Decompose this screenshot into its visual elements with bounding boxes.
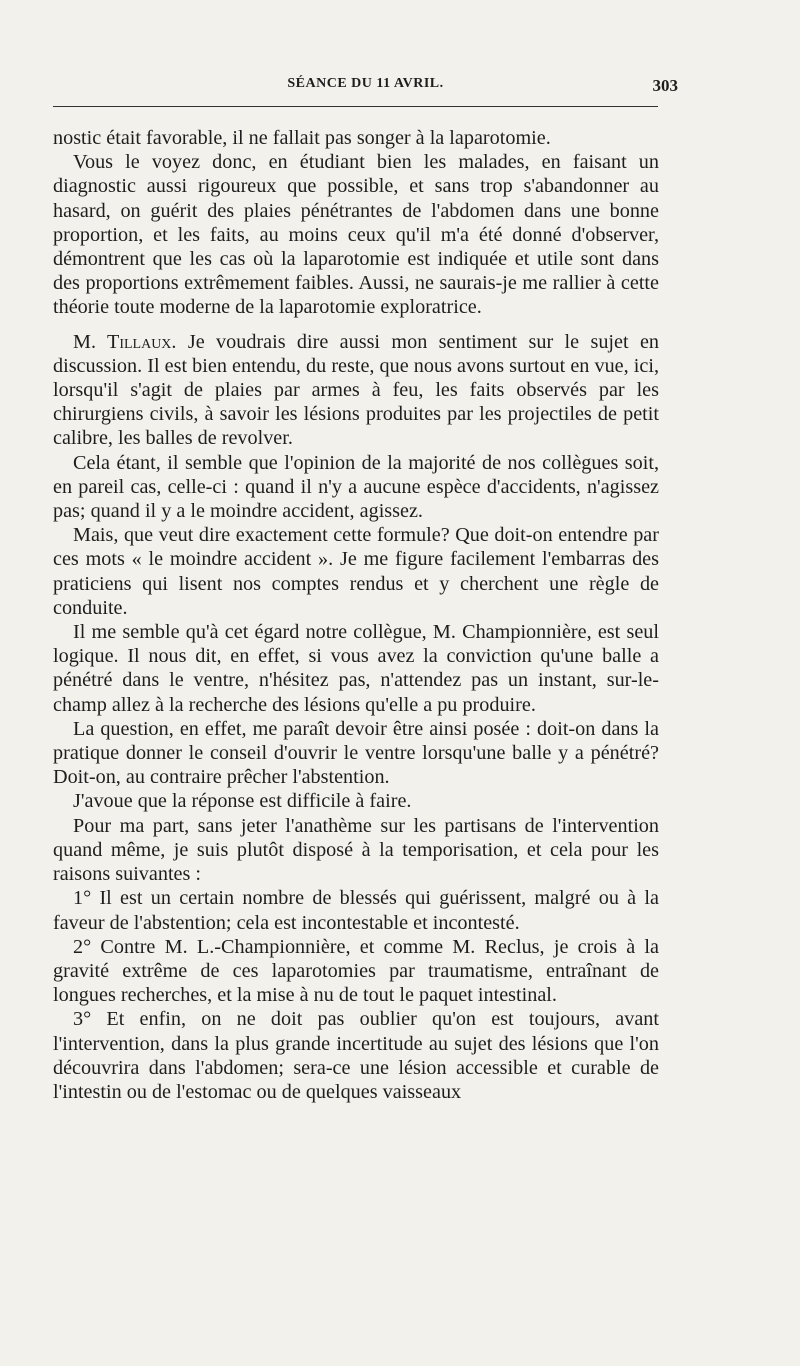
paragraph: Il me semble qu'à cet égard notre collègue, M. Championnière, est seul logique. Il nous dit, en effet, si vous avez la conviction qu'une balle a pénétré dans le ventre, n'hésitez pas, n'attendez pas un instant, sur-le-champ allez à la recherche des lésions qu'elle a pu produire.: [53, 621, 659, 716]
list-item-1: 1° Il est un certain nombre de blessés qui guérissent, malgré ou à la faveur de l'abstention; cela est incontestable et incontesté.: [53, 887, 659, 934]
paragraph: Cela étant, il semble que l'opinion de la majorité de nos collègues soit, en pareil cas, celle-ci : quand il n'y a aucune espèce d'accidents, n'agissez pas; quand il y a le moindre accident, agissez.: [53, 451, 659, 523]
list-item-2: 2° Contre M. L.-Championnière, et comme M. Reclus, je crois à la gravité extrême de ces laparotomies par traumatisme, entraînant de longues recherches, et la mise à nu de tout le paquet intestinal.: [53, 935, 659, 1007]
paragraph: Pour ma part, sans jeter l'anathème sur les partisans de l'intervention quand même, je suis plutôt disposé à la temporisation, et cela pour les raisons suivantes :: [53, 814, 659, 886]
paragraph: J'avoue que la réponse est difficile à faire.: [73, 790, 412, 813]
paragraph-continuation: nostic était favorable, il ne fallait pas songer à la laparotomie.: [53, 127, 551, 149]
body-text: [53, 126, 659, 1104]
running-title: SÉANCE DU 11 AVRIL.: [287, 76, 444, 91]
speaker-text: Je voudrais dire aussi mon sentiment sur le sujet en discussion. Il est bien entendu, du reste, que nous avons surtout en vue, ici, lorsqu'il s'agit de plaies par armes à feu, les faits observés par les chirurgiens civils, à savoir les lésions produites par les projectiles de petit calibre, les balles de revolver.: [53, 330, 660, 450]
paragraph: Mais, que veut dire exactement cette formule? Que doit-on entendre par ces mots « le moindre accident ». Je me figure facilement l'embarras des praticiens qui lisent nos comptes rendus et y cherchent une règle de conduite.: [53, 524, 659, 619]
header-rule: [53, 106, 658, 107]
list-item-3: 3° Et enfin, on ne doit pas oublier qu'on est toujours, avant l'intervention, dans la plus grande incertitude au sujet des lésions que l'on découvrira dans l'abdomen; sera-ce une lésion accessible et curable de l'intestin ou de l'estomac ou de quelques vaisseaux: [53, 1008, 659, 1103]
page-header: [53, 76, 678, 100]
paragraph: La question, en effet, me paraît devoir être ainsi posée : doit-on dans la pratique donner le conseil d'ouvrir le ventre lorsqu'une balle y a pénétré? Doit-on, au contraire prêcher l'abstention.: [53, 717, 659, 789]
paragraph: Vous le voyez donc, en étudiant bien les malades, en faisant un diagnostic aussi rigoureux que possible, et sans trop s'abandonner au hasard, on guérit des plaies pénétrantes de l'abdomen dans une bonne proportion, et les faits, au moins ceux qu'il m'a été donné d'observer, démontrent que les cas où la laparotomie est indiquée et utile sont dans des proportions extrêmement faibles. Aussi, ne saurais-je me rallier à cette théorie toute moderne de la laparotomie exploratrice.: [53, 151, 659, 319]
paragraph-tillaux: [53, 330, 659, 451]
speaker-name: M. Tillaux.: [73, 330, 177, 353]
page-number: 303: [652, 76, 678, 95]
